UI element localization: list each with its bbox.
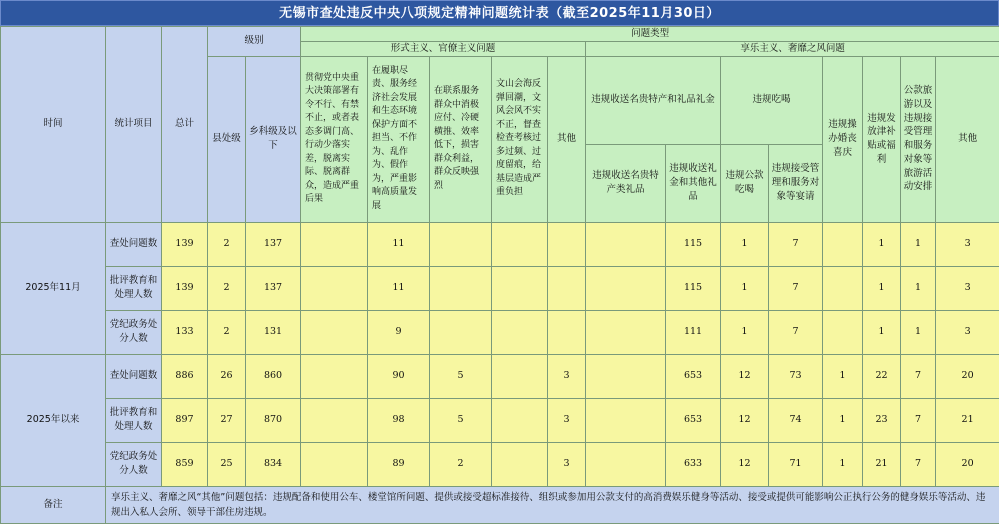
data-cell: 3 bbox=[936, 266, 999, 310]
header-gift-1: 违规收送名贵特产类礼品 bbox=[586, 144, 666, 222]
data-cell bbox=[301, 442, 368, 486]
data-cell: 1 bbox=[823, 354, 863, 398]
data-cell: 870 bbox=[246, 398, 301, 442]
table-row bbox=[1, 398, 999, 442]
data-cell: 5 bbox=[430, 398, 492, 442]
data-cell: 26 bbox=[208, 354, 246, 398]
header-formalism-2: 在履职尽责、服务经济社会发展和生态环境保护方面不担当、不作为、乱作为、假作为，严重影响高质量发展 bbox=[368, 56, 430, 222]
data-cell bbox=[492, 442, 548, 486]
table-body bbox=[1, 222, 999, 486]
data-cell bbox=[301, 266, 368, 310]
data-cell: 9 bbox=[368, 310, 430, 354]
header-wedding: 违规操办婚丧喜庆 bbox=[823, 56, 863, 222]
data-cell bbox=[430, 310, 492, 354]
data-cell: 1 bbox=[901, 310, 936, 354]
row-item-label: 党纪政务处分人数 bbox=[106, 310, 162, 354]
data-cell: 653 bbox=[666, 354, 721, 398]
data-cell: 1 bbox=[823, 442, 863, 486]
data-cell bbox=[586, 398, 666, 442]
data-cell: 3 bbox=[548, 398, 586, 442]
data-cell: 73 bbox=[769, 354, 823, 398]
table-row bbox=[1, 354, 999, 398]
data-cell: 21 bbox=[936, 398, 999, 442]
header-formalism-other: 其他 bbox=[548, 56, 586, 222]
data-cell: 11 bbox=[368, 222, 430, 266]
data-cell: 115 bbox=[666, 222, 721, 266]
note-text: 享乐主义、奢靡之风“其他”问题包括：违规配备和使用公车、楼堂馆所问题、提供或接受超标准接待、组织或参加用公款支付的高消费娱乐健身等活动、接受或提供可能影响公正执行公务的健身娱乐等活动、违规出入私人会所、领导干部住房违规。 bbox=[106, 486, 999, 523]
data-cell bbox=[301, 222, 368, 266]
note-label: 备注 bbox=[1, 486, 106, 523]
data-cell bbox=[301, 310, 368, 354]
header-formalism: 形式主义、官僚主义问题 bbox=[301, 41, 586, 56]
data-cell: 139 bbox=[162, 266, 208, 310]
data-cell: 3 bbox=[936, 222, 999, 266]
row-item-label: 党纪政务处分人数 bbox=[106, 442, 162, 486]
data-cell: 7 bbox=[901, 354, 936, 398]
data-cell: 12 bbox=[721, 354, 769, 398]
table-row bbox=[1, 310, 999, 354]
header-formalism-4: 文山会海反弹回潮，文风会风不实不正，督查检查考核过多过频、过度留痕，给基层造成严重负担 bbox=[492, 56, 548, 222]
header-eat-group: 违规吃喝 bbox=[721, 56, 823, 144]
data-cell bbox=[301, 354, 368, 398]
data-cell bbox=[548, 266, 586, 310]
header-time: 时间 bbox=[1, 27, 106, 223]
data-cell: 1 bbox=[823, 398, 863, 442]
data-cell: 131 bbox=[246, 310, 301, 354]
data-cell: 20 bbox=[936, 442, 999, 486]
data-cell: 133 bbox=[162, 310, 208, 354]
data-cell: 137 bbox=[246, 222, 301, 266]
header-township: 乡科级及以下 bbox=[246, 56, 301, 222]
data-cell bbox=[586, 222, 666, 266]
data-cell: 1 bbox=[721, 310, 769, 354]
header-gift-group: 违规收送名贵特产和礼品礼金 bbox=[586, 56, 721, 144]
table-row bbox=[1, 266, 999, 310]
row-item-label: 批评教育和处理人数 bbox=[106, 398, 162, 442]
data-cell: 897 bbox=[162, 398, 208, 442]
data-cell bbox=[492, 266, 548, 310]
data-cell: 98 bbox=[368, 398, 430, 442]
row-item-label: 查处问题数 bbox=[106, 222, 162, 266]
data-cell: 1 bbox=[863, 310, 901, 354]
data-cell: 2 bbox=[208, 222, 246, 266]
data-cell: 7 bbox=[901, 442, 936, 486]
data-cell: 1 bbox=[901, 222, 936, 266]
table-title: 无锡市查处违反中央八项规定精神问题统计表（截至2025年11月30日） bbox=[0, 0, 999, 26]
header-gift-2: 违规收送礼金和其他礼品 bbox=[666, 144, 721, 222]
data-cell bbox=[492, 222, 548, 266]
data-cell: 2 bbox=[430, 442, 492, 486]
header-travel: 公款旅游以及违规接受管理和服务对象等旅游活动安排 bbox=[901, 56, 936, 222]
header-county: 县处级 bbox=[208, 56, 246, 222]
statistics-table bbox=[0, 26, 999, 524]
data-cell: 90 bbox=[368, 354, 430, 398]
period-label: 2025年11月 bbox=[1, 222, 106, 354]
data-cell: 3 bbox=[548, 354, 586, 398]
data-cell: 2 bbox=[208, 310, 246, 354]
data-cell: 653 bbox=[666, 398, 721, 442]
data-cell: 886 bbox=[162, 354, 208, 398]
header-level: 级别 bbox=[208, 27, 301, 57]
data-cell: 1 bbox=[863, 222, 901, 266]
data-cell bbox=[586, 442, 666, 486]
data-cell: 25 bbox=[208, 442, 246, 486]
data-cell: 1 bbox=[863, 266, 901, 310]
data-cell: 859 bbox=[162, 442, 208, 486]
data-cell: 27 bbox=[208, 398, 246, 442]
data-cell bbox=[548, 310, 586, 354]
data-cell: 1 bbox=[901, 266, 936, 310]
data-cell bbox=[586, 310, 666, 354]
data-cell bbox=[586, 354, 666, 398]
table-row bbox=[1, 442, 999, 486]
data-cell bbox=[430, 222, 492, 266]
period-label: 2025年以来 bbox=[1, 354, 106, 486]
data-cell: 21 bbox=[863, 442, 901, 486]
data-cell: 71 bbox=[769, 442, 823, 486]
data-cell: 3 bbox=[936, 310, 999, 354]
data-cell: 22 bbox=[863, 354, 901, 398]
data-cell bbox=[492, 310, 548, 354]
data-cell: 111 bbox=[666, 310, 721, 354]
table-row bbox=[1, 222, 999, 266]
data-cell: 7 bbox=[769, 266, 823, 310]
data-cell: 12 bbox=[721, 442, 769, 486]
data-cell: 1 bbox=[721, 222, 769, 266]
header-item: 统计项目 bbox=[106, 27, 162, 223]
data-cell bbox=[823, 266, 863, 310]
data-cell: 1 bbox=[721, 266, 769, 310]
data-cell: 74 bbox=[769, 398, 823, 442]
header-allowance: 违规发放津补贴或福利 bbox=[863, 56, 901, 222]
data-cell bbox=[301, 398, 368, 442]
data-cell bbox=[492, 398, 548, 442]
row-item-label: 批评教育和处理人数 bbox=[106, 266, 162, 310]
data-cell: 860 bbox=[246, 354, 301, 398]
header-hedonism: 享乐主义、奢靡之风问题 bbox=[586, 41, 999, 56]
data-cell: 12 bbox=[721, 398, 769, 442]
data-cell: 5 bbox=[430, 354, 492, 398]
data-cell: 633 bbox=[666, 442, 721, 486]
header-hedonism-other: 其他 bbox=[936, 56, 999, 222]
data-cell bbox=[586, 266, 666, 310]
header-problem-type: 问题类型 bbox=[301, 27, 999, 42]
header-total: 总计 bbox=[162, 27, 208, 223]
data-cell: 834 bbox=[246, 442, 301, 486]
data-cell: 2 bbox=[208, 266, 246, 310]
data-cell: 7 bbox=[901, 398, 936, 442]
data-cell: 3 bbox=[548, 442, 586, 486]
data-cell: 137 bbox=[246, 266, 301, 310]
data-cell: 11 bbox=[368, 266, 430, 310]
data-cell: 23 bbox=[863, 398, 901, 442]
header-eat-2: 违规接受管理和服务对象等宴请 bbox=[769, 144, 823, 222]
header-formalism-1: 贯彻党中央重大决策部署有令不行、有禁不止，或者表态多调门高、行动少落实差，脱离实际、脱离群众，造成严重后果 bbox=[301, 56, 368, 222]
data-cell bbox=[430, 266, 492, 310]
data-cell bbox=[492, 354, 548, 398]
data-cell bbox=[823, 222, 863, 266]
data-cell: 139 bbox=[162, 222, 208, 266]
header-formalism-3: 在联系服务群众中消极应付、冷硬横推、效率低下，损害群众利益，群众反映强烈 bbox=[430, 56, 492, 222]
data-cell: 89 bbox=[368, 442, 430, 486]
data-cell: 7 bbox=[769, 222, 823, 266]
data-cell: 7 bbox=[769, 310, 823, 354]
data-cell bbox=[823, 310, 863, 354]
data-cell: 20 bbox=[936, 354, 999, 398]
header-eat-1: 违规公款吃喝 bbox=[721, 144, 769, 222]
data-cell: 115 bbox=[666, 266, 721, 310]
data-cell bbox=[548, 222, 586, 266]
row-item-label: 查处问题数 bbox=[106, 354, 162, 398]
